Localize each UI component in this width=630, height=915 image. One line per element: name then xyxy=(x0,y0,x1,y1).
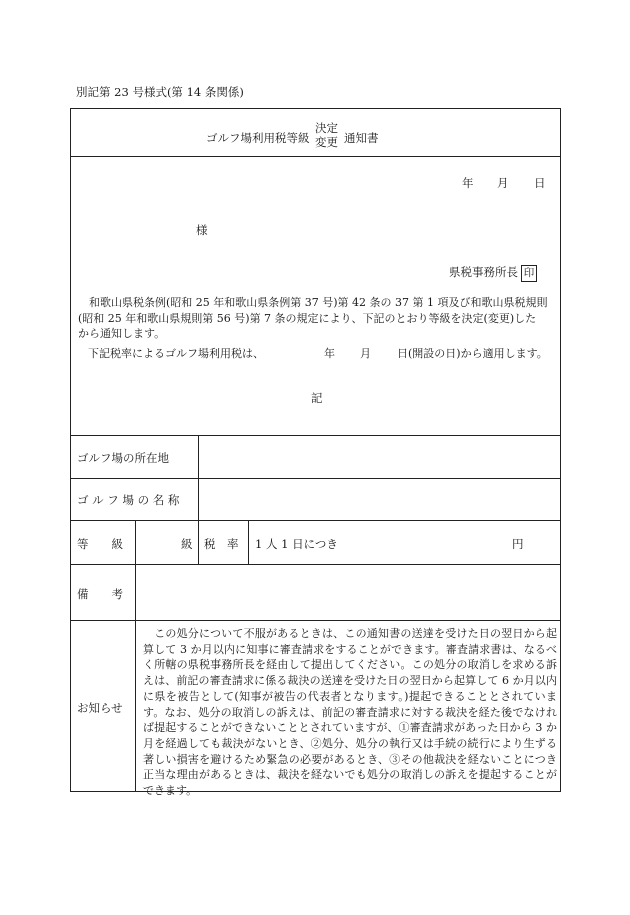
apply-lead: 下記税率によるゴルフ場利用税は、 xyxy=(88,347,264,360)
yen-unit: 円 xyxy=(512,537,524,551)
row-divider-3 xyxy=(70,564,561,565)
issuer xyxy=(449,264,537,282)
title-option-change: 変更 xyxy=(315,135,338,149)
addressee-suffix: 様 xyxy=(196,223,208,237)
apply-year: 年 xyxy=(324,347,335,360)
name-label: ゴ ル フ 場 の 名 称 xyxy=(77,493,180,507)
row-divider-1 xyxy=(70,478,561,479)
label-column-divider-upper xyxy=(198,435,199,520)
grade-label: 等 級 xyxy=(77,537,123,551)
date-year-label: 年 xyxy=(462,176,474,190)
label-column-divider-lower xyxy=(135,520,136,792)
body-line-1: 和歌山県税条例(昭和 25 年和歌山県条例第 37 号)第 42 条の 37 第 1 項及び和歌山県税規則 xyxy=(89,296,548,309)
body-line-3: から通知します。 xyxy=(78,327,166,340)
title-suffix: 通知書 xyxy=(344,131,379,145)
body-divider xyxy=(70,435,561,436)
tax-rate-text: 1 人 1 日につき xyxy=(255,537,338,551)
date-day-label: 日 xyxy=(534,176,546,190)
row-divider-4 xyxy=(70,620,561,621)
grade-unit: 級 xyxy=(181,537,193,551)
date-month-label: 月 xyxy=(497,176,509,190)
seal-mark: 印 xyxy=(521,265,537,282)
notice-label: お知らせ xyxy=(77,701,123,715)
remarks-label: 備 考 xyxy=(77,587,123,601)
tax-rate-label: 税 率 xyxy=(204,537,239,551)
form-caption: 別記第 23 号様式(第 14 条関係) xyxy=(76,85,244,99)
title-prefix: ゴルフ場利用税等級 xyxy=(206,131,310,145)
ki-mark: 記 xyxy=(311,391,323,405)
title-option-stack xyxy=(315,121,338,149)
row-divider-2 xyxy=(70,520,561,521)
rate-value-divider xyxy=(248,520,249,564)
grade-rate-divider xyxy=(198,520,199,564)
body-paragraph xyxy=(78,295,560,342)
title-option-decide: 決定 xyxy=(315,121,338,135)
body-line-2: (昭和 25 年和歌山県規則第 56 号)第 7 条の規定により、下記のとおり等級を決定(変更)した xyxy=(78,311,537,325)
title-divider xyxy=(70,156,561,157)
notice-text: この処分について不服があるときは、この通知書の送達を受けた日の翌日から起算して 3 か月以内に知事に審査請求をすることができます。審査請求書は、なるべく所轄の県税事務所長を経由して提出してください。この処分の取消しを求める訴えは、前記の審査請求に係る裁決の送達を受けた日の翌日から起算して 6 か月以内に県を被告として(知事が被告の代表者となります。)提起できることとされています。なお、処分の取消しの訴えは、前記の審査請求に対する裁決を経た後でなければ提起することができないこととされていますが、①審査請求があった日から 3 か月を経過しても裁決がないとき、②処分、処分の執行又は手続の続行により生ずる著しい損害を避けるため緊急の必要があるとき、③その他裁決を経ないことにつき正当な理由があるときは、裁決を経ないでも処分の取消しの訴えを提起することができます。 xyxy=(143,627,557,798)
apply-month: 月 xyxy=(360,347,371,360)
apply-tail: 日(開設の日)から適用します。 xyxy=(397,347,548,360)
issuer-title: 県税事務所長 xyxy=(449,265,518,279)
location-label: ゴルフ場の所在地 xyxy=(77,451,169,465)
